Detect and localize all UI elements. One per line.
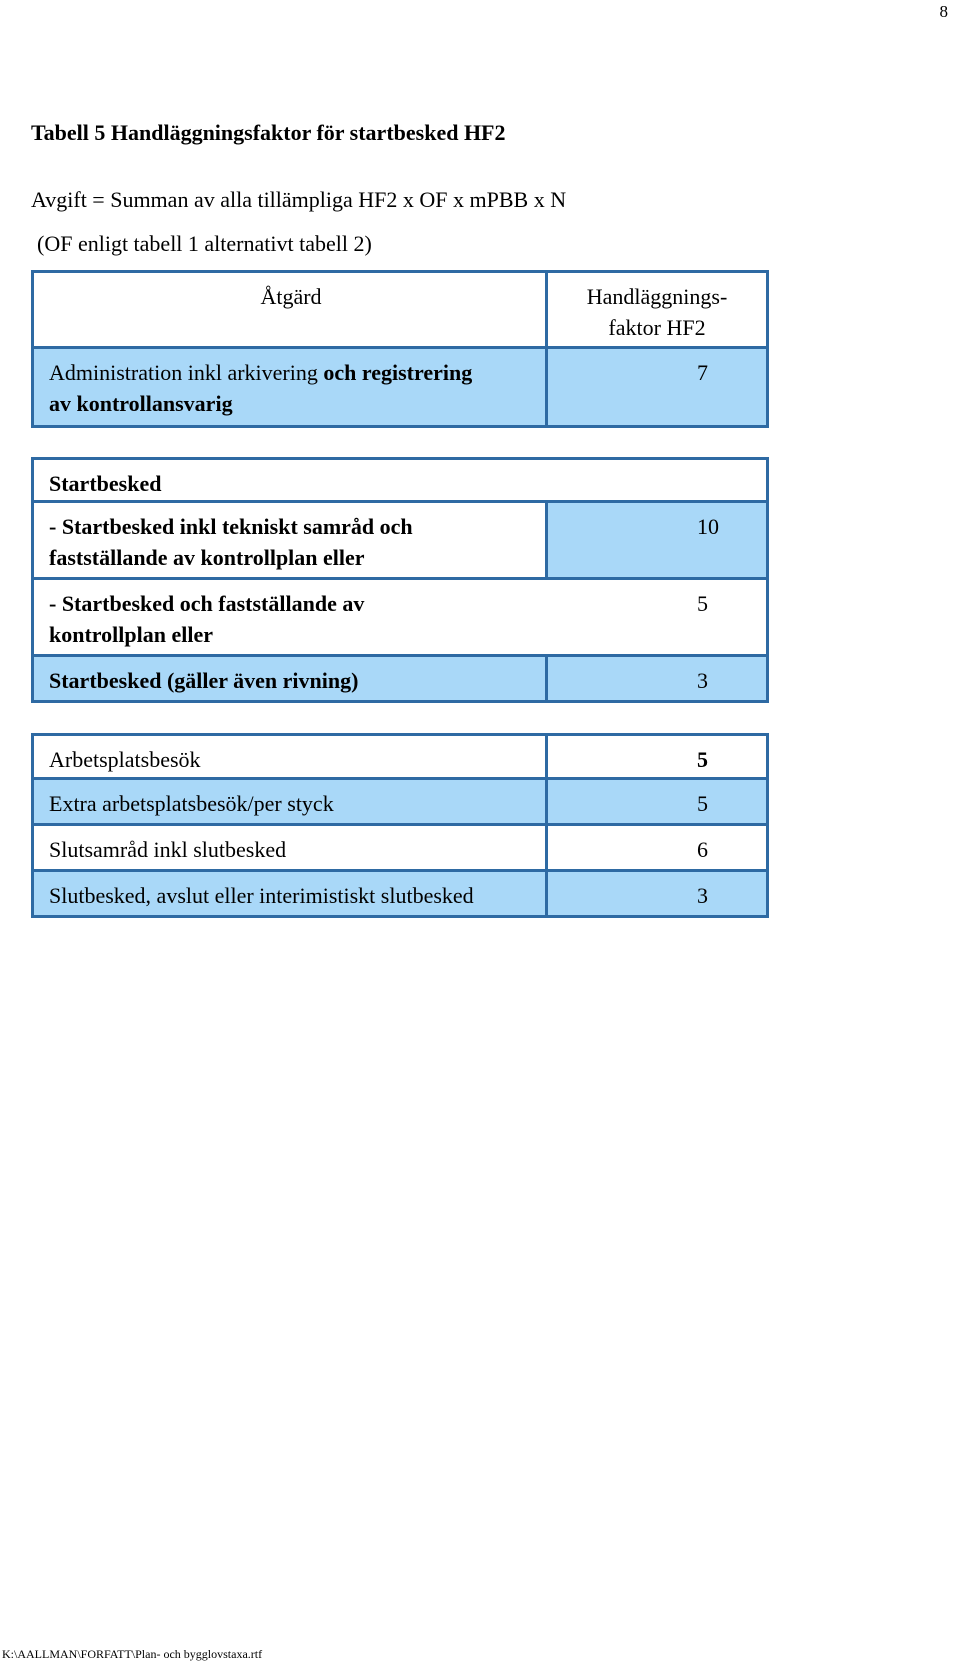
admin-label-normal: Administration inkl arkivering	[49, 360, 318, 385]
startbesked-row2-line2: kontrollplan eller	[49, 622, 213, 647]
table-title: Tabell 5 Handläggningsfaktor för startbesked HF2	[31, 120, 506, 145]
fee-formula: Avgift = Summan av alla tillämpliga HF2 x OF x mPBB x N	[31, 187, 567, 212]
table-row	[31, 657, 769, 703]
startbesked-row1-line1: - Startbesked inkl tekniskt samråd och	[49, 514, 413, 539]
header-factor	[548, 273, 766, 346]
table-row	[31, 503, 769, 580]
table-row	[31, 580, 769, 657]
startbesked-row1-label	[34, 503, 548, 577]
startbesked-row2-value: 5	[697, 591, 708, 616]
inspection-row2-value: 5	[697, 791, 708, 816]
table-row	[31, 733, 769, 780]
startbesked-row1-line2: fastställande av kontrollplan eller	[49, 545, 365, 570]
admin-label-bold-2: av kontrollansvarig	[49, 391, 233, 416]
startbesked-heading-row	[31, 457, 769, 503]
startbesked-row3-label: Startbesked (gäller även rivning)	[34, 657, 548, 700]
formula-note: (OF enligt tabell 1 alternativt tabell 2)	[37, 231, 372, 256]
table-startbesked	[31, 457, 769, 703]
inspection-row3-value: 6	[697, 837, 708, 862]
startbesked-row1-value: 10	[548, 503, 766, 577]
header-factor-line1: Handläggnings-	[586, 284, 728, 309]
footer-file-path: K:\AALLMAN\FORFATT\Plan- och bygglovstaxa.rtf	[2, 1647, 263, 1661]
inspection-row4-value: 3	[697, 883, 708, 908]
inspection-row2-label: Extra arbetsplatsbesök/per styck	[34, 780, 548, 823]
admin-value: 7	[697, 360, 708, 385]
admin-label-bold: och registrering	[323, 360, 473, 385]
table-header-row	[31, 270, 769, 349]
table-admin	[31, 270, 769, 428]
startbesked-row3-value: 3	[697, 668, 708, 693]
inspection-row1-label: Arbetsplatsbesök	[34, 736, 548, 777]
header-factor-line2: faktor HF2	[608, 315, 706, 340]
inspection-row1-value: 5	[697, 747, 708, 772]
startbesked-heading: Startbesked	[49, 471, 162, 496]
table-inspections	[31, 733, 769, 918]
table-row	[31, 349, 769, 428]
inspection-row3-label: Slutsamråd inkl slutbesked	[34, 826, 548, 869]
inspection-row4-label: Slutbesked, avslut eller interimistiskt slutbesked	[34, 872, 548, 915]
table-row	[31, 826, 769, 872]
page-number: 8	[939, 2, 948, 21]
table-row	[31, 872, 769, 918]
header-action: Åtgärd	[34, 273, 548, 346]
admin-label	[34, 349, 548, 425]
table-row	[31, 780, 769, 826]
startbesked-row2-line1: - Startbesked och fastställande av	[49, 591, 365, 616]
startbesked-row2-label	[34, 580, 548, 654]
